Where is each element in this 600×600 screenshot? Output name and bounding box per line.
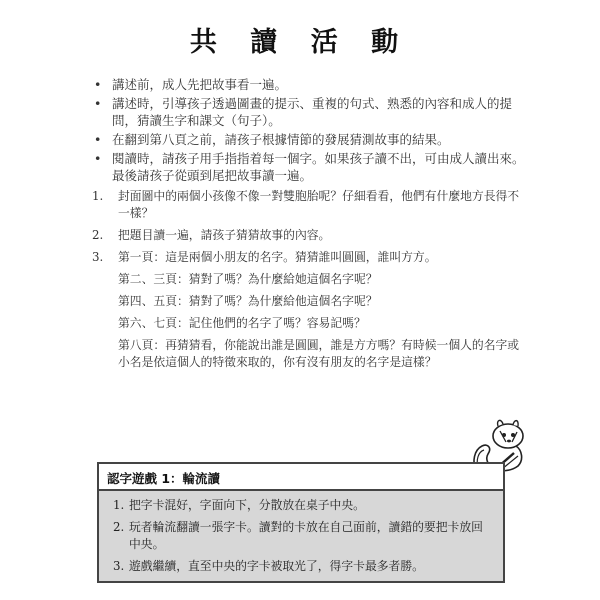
game-header bbox=[99, 464, 503, 491]
question-item bbox=[92, 227, 522, 244]
bullet-icon: • bbox=[94, 77, 102, 92]
discussion-questions bbox=[92, 188, 522, 376]
step-number: 1. bbox=[113, 498, 125, 512]
question-text: 封面圖中的兩個小孩像不像一對雙胞胎呢？仔細看看，他們有什麼地方長得不一樣？ bbox=[118, 189, 520, 220]
step-number: 3. bbox=[113, 559, 125, 573]
step-number: 2. bbox=[113, 520, 125, 534]
instruction-item: • 在翻到第八頁之前，請孩子根據情節的發展猜測故事的結果。 bbox=[94, 132, 450, 147]
question-text: 把題目讀一遍，請孩子猜猜故事的內容。 bbox=[118, 228, 331, 242]
instruction-item: • 閱讀時，請孩子用手指指着每一個字。如果孩子讀不出，可由成人讀出來。最後請孩子從頭到尾把故事讀一遍。 bbox=[94, 151, 525, 183]
step-text: 玩者輪流翻讀一張字卡。讀對的卡放在自己面前，讀錯的要把卡放回中央。 bbox=[129, 520, 483, 551]
bullet-icon: • bbox=[94, 96, 102, 111]
page-title: 共 讀 活 動 bbox=[189, 27, 411, 58]
question-item bbox=[92, 188, 522, 222]
question-item bbox=[92, 249, 522, 266]
game-step bbox=[113, 558, 493, 575]
game-step bbox=[113, 497, 493, 514]
page-question: 第四、五頁：猜對了嗎？為什麼給他這個名字呢？ bbox=[118, 294, 378, 308]
instruction-item: • 講述前，成人先把故事看一遍。 bbox=[94, 77, 288, 92]
instruction-item: • 講述時，引導孩子透過圖畫的提示、重複的句式、熟悉的內容和成人的提問，猜讀生字和課文（句子）。 bbox=[94, 96, 513, 128]
page-question: 第八頁：再猜猜看，你能說出誰是圓圓，誰是方方嗎？有時候一個人的名字或小名是依這個人的特徵來取的，你有沒有朋友的名字是這樣？ bbox=[118, 338, 520, 369]
question-number: 1. bbox=[92, 189, 104, 203]
page-question: 第二、三頁：猜對了嗎？為什麼給她這個名字呢？ bbox=[118, 272, 378, 286]
instruction-list bbox=[92, 76, 532, 186]
bullet-icon: • bbox=[94, 151, 102, 166]
step-text: 遊戲繼續，直至中央的字卡被取光了，得字卡最多者勝。 bbox=[129, 559, 424, 573]
game-title: 認字遊戲 1：輪流讀 bbox=[107, 471, 221, 486]
question-number: 2. bbox=[92, 228, 104, 242]
word-game-box bbox=[97, 462, 505, 583]
game-steps bbox=[113, 497, 493, 580]
bullet-icon: • bbox=[94, 132, 102, 147]
page-question: 第六、七頁：記住他們的名字了嗎？容易記嗎？ bbox=[118, 316, 366, 330]
question-number: 3. bbox=[92, 250, 104, 264]
step-text: 把字卡混好，字面向下，分散放在桌子中央。 bbox=[129, 498, 365, 512]
question-text: 第一頁：這是兩個小朋友的名字。猜猜誰叫圓圓，誰叫方方。 bbox=[118, 250, 437, 264]
game-step bbox=[113, 519, 493, 553]
